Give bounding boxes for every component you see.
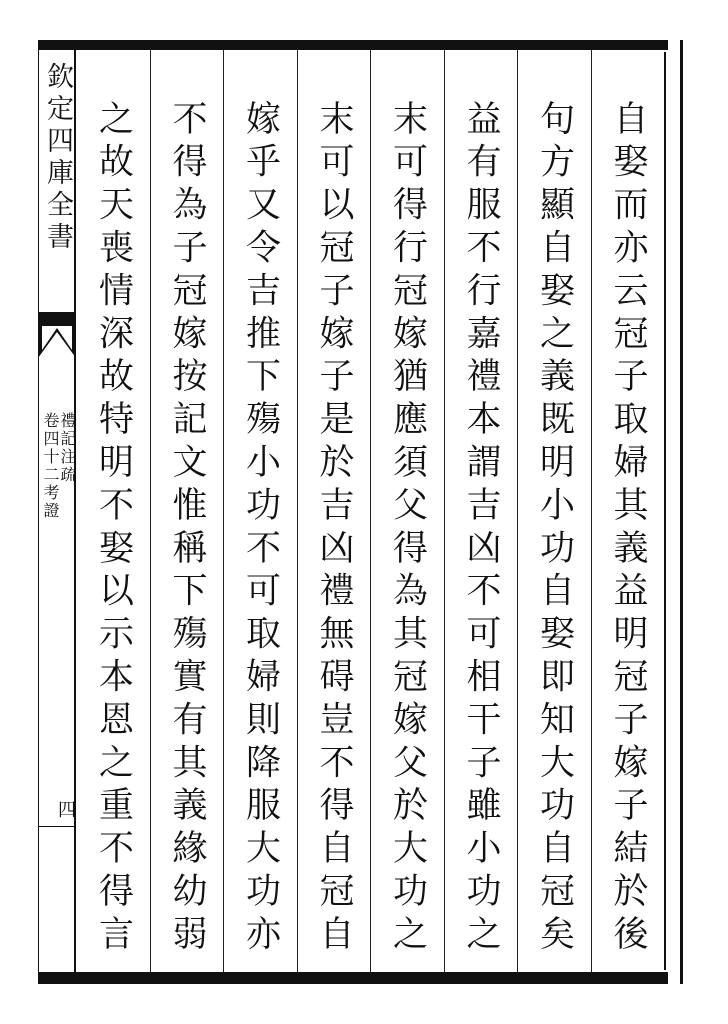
column-text: 之故天喪情深故特明不娶以示本恩之重不得言 (93, 100, 134, 958)
column-text: 益有服不行嘉禮本謂吉凶不可相干子雖小功之 (461, 100, 501, 958)
text-column-1 (591, 50, 665, 972)
text-column-3 (444, 50, 518, 972)
book-title: 欽定四庫全書 (42, 62, 73, 254)
text-column-5 (297, 50, 371, 972)
fishtail-bar (38, 312, 76, 322)
column-text: 末可得行冠嫁猶應須父得為其冠嫁父於大功之 (387, 100, 428, 958)
page-number-rule (38, 826, 76, 827)
fishtail-ornament-icon (38, 322, 76, 358)
top-border (38, 40, 668, 50)
column-text: 嫁乎又令吉推下殤小功不可取婦則降服大功亦 (240, 100, 281, 958)
text-column-4 (370, 50, 444, 972)
column-text: 自娶而亦云冠子取婦其義益明冠子嫁子結於後 (608, 100, 648, 958)
text-columns (76, 50, 664, 972)
volume-label-line-1: 禮記注疏 (58, 412, 77, 484)
right-outer-border (680, 40, 683, 984)
bottom-border (38, 972, 668, 984)
text-column-6 (223, 50, 297, 972)
text-column-7 (150, 50, 224, 972)
column-text: 句方顯自娶之義既明小功自娶即知大功自冠矣 (534, 100, 575, 958)
page-number: 四 (55, 800, 76, 818)
right-inner-border (664, 52, 666, 970)
column-text: 不得為子冠嫁按記文惟稱下殤實有其義緣幼弱 (167, 100, 207, 958)
margin-rule-left (38, 50, 39, 972)
volume-label-line-2: 卷四十二考證 (41, 412, 60, 520)
text-column-8 (76, 50, 150, 972)
text-column-2 (517, 50, 591, 972)
column-text: 末可以冠子嫁子是於吉凶禮無碍豈不得自冠自 (314, 100, 354, 958)
volume-label (40, 412, 76, 622)
